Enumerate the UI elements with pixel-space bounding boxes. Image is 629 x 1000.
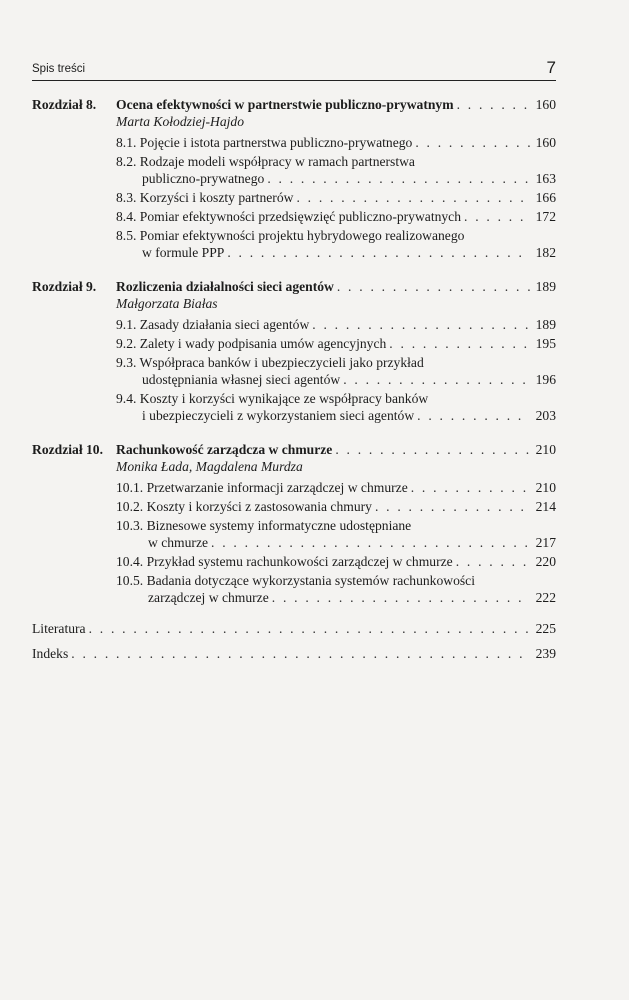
page-ref: 217 [535,535,556,550]
dot-leader [211,534,530,551]
page-ref: 172 [535,209,556,224]
chapter-8 [32,96,556,261]
section-title-cont: w formule PPP [142,244,227,261]
dot-leader [71,645,530,662]
section-title-cont: w chmurze [148,534,211,551]
dot-leader [417,407,530,424]
page-ref: 214 [535,499,556,514]
page-ref: 225 [535,621,556,636]
toc-entry-9-1[interactable] [32,316,556,333]
backmatter-title: Indeks [32,645,71,662]
running-header-page-number: 7 [546,58,556,77]
section-title: 10.1. Przetwarzanie informacji zarządczej w chmurze [116,479,411,496]
chapter-author: Monika Łada, Magdalena Murdza [116,459,303,474]
toc-entry-10-3[interactable] [32,517,556,551]
dot-leader [312,316,530,333]
section-title: 10.4. Przykład systemu rachunkowości zarządczej w chmurze [116,553,456,570]
chapter-heading[interactable] [32,441,556,458]
page-ref: 239 [535,646,556,661]
section-title: 10.2. Koszty i korzyści z zastosowania chmury [116,498,375,515]
chapter-title: Rozliczenia działalności sieci agentów [116,279,334,294]
toc-entry-9-4[interactable] [32,390,556,424]
chapter-heading[interactable] [32,278,556,295]
dot-leader [227,244,530,261]
section-title: 8.3. Korzyści i koszty partnerów [116,189,296,206]
page-ref: 222 [535,590,556,605]
dot-leader [272,589,530,606]
section-title-cont: i ubezpieczycieli z wykorzystaniem sieci agentów [142,407,417,424]
chapter-heading[interactable] [32,96,556,113]
page-ref: 203 [535,408,556,423]
dot-leader [335,441,530,458]
chapter-label: Rozdział 8. [32,97,97,112]
dot-leader [415,134,530,151]
section-title: 8.1. Pojęcie i istota partnerstwa publiczno-prywatnego [116,134,415,151]
toc-entry-9-2[interactable] [32,335,556,352]
backmatter-title: Literatura [32,620,89,637]
section-title: 8.2. Rodzaje modeli współpracy w ramach partnerstwa [116,154,415,169]
dot-leader [89,620,530,637]
page-ref: 196 [535,372,556,387]
page-ref: 189 [535,279,556,294]
page-ref: 182 [535,245,556,260]
section-title: 10.5. Badania dotyczące wykorzystania systemów rachunkowości [116,573,475,588]
table-of-contents [32,96,556,662]
running-header-title: Spis treści [32,63,86,75]
header-rule [32,80,556,81]
section-title: 9.2. Zalety i wady podpisania umów agencyjnych [116,335,389,352]
page-ref: 160 [535,135,556,150]
toc-entry-10-5[interactable] [32,572,556,606]
page-ref: 210 [535,442,556,457]
dot-leader [337,278,530,295]
page-ref: 160 [535,97,556,112]
section-title: 9.3. Współpraca banków i ubezpieczycieli jako przykład [116,355,424,370]
toc-entry-10-1[interactable] [32,479,556,496]
toc-entry-10-4[interactable] [32,553,556,570]
toc-entry-literatura[interactable] [32,620,556,637]
toc-entry-8-5[interactable] [32,227,556,261]
toc-entry-10-2[interactable] [32,498,556,515]
section-title-cont: publiczno-prywatnego [142,170,267,187]
chapter-author: Małgorzata Białas [116,296,218,311]
chapter-9 [32,278,556,424]
dot-leader [375,498,530,515]
chapter-author: Marta Kołodziej-Hajdo [116,114,245,129]
dot-leader [389,335,530,352]
page-ref: 163 [535,171,556,186]
dot-leader [343,371,530,388]
page-ref: 210 [535,480,556,495]
section-title: 9.1. Zasady działania sieci agentów [116,316,312,333]
page-ref: 166 [535,190,556,205]
section-title-cont: zarządczej w chmurze [148,589,272,606]
section-title: 9.4. Koszty i korzyści wynikające ze współpracy banków [116,391,429,406]
dot-leader [296,189,530,206]
dot-leader [457,96,530,113]
page-ref: 195 [535,336,556,351]
toc-entry-8-2[interactable] [32,153,556,187]
toc-entry-8-3[interactable] [32,189,556,206]
dot-leader [464,208,530,225]
page-ref: 220 [535,554,556,569]
toc-entry-8-4[interactable] [32,208,556,225]
section-title-cont: udostępniania własnej sieci agentów [142,371,343,388]
dot-leader [411,479,530,496]
toc-entry-indeks[interactable] [32,645,556,662]
chapter-label: Rozdział 10. [32,442,103,457]
dot-leader [267,170,530,187]
section-title: 8.5. Pomiar efektywności projektu hybrydowego realizowanego [116,228,465,243]
dot-leader [456,553,530,570]
toc-entry-8-1[interactable] [32,134,556,151]
page-ref: 189 [535,317,556,332]
toc-entry-9-3[interactable] [32,354,556,388]
chapter-title: Rachunkowość zarządcza w chmurze [116,442,333,457]
chapter-title: Ocena efektywności w partnerstwie publiczno-prywatnym [116,97,454,112]
chapter-10 [32,441,556,606]
chapter-label: Rozdział 9. [32,279,97,294]
section-title: 10.3. Biznesowe systemy informatyczne udostępniane [116,518,412,533]
section-title: 8.4. Pomiar efektywności przedsięwzięć publiczno-prywatnych [116,208,464,225]
